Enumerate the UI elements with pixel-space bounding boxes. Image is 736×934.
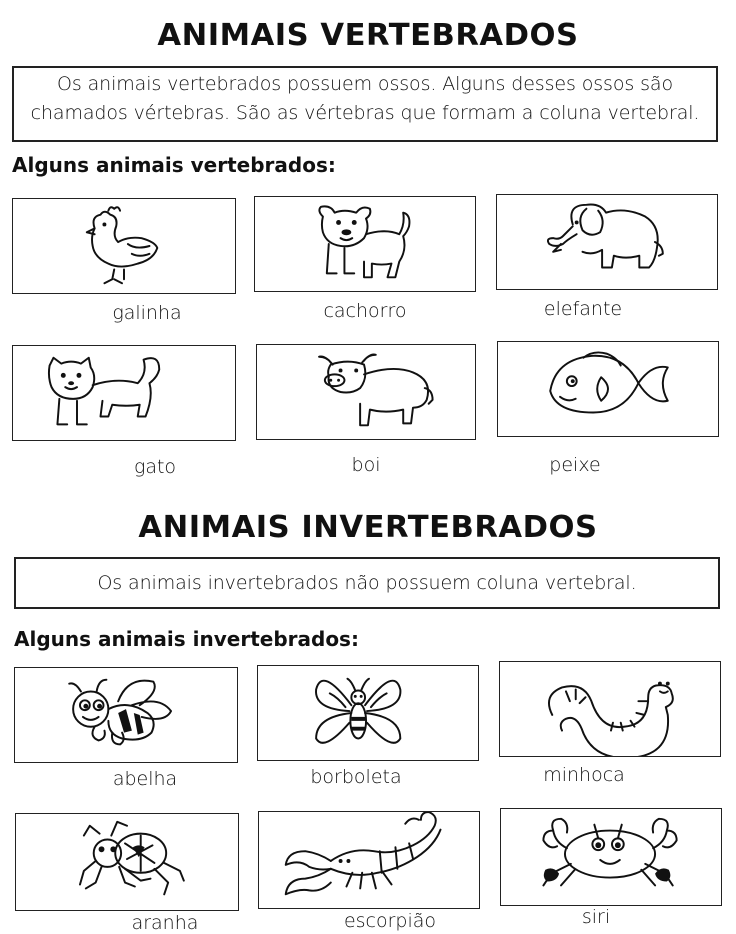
animal-card-elefante — [496, 194, 718, 290]
animal-label-boi: boi — [351, 454, 381, 476]
animal-card-borboleta — [257, 665, 479, 761]
chicken-icon — [13, 199, 235, 293]
animal-card-minhoca — [499, 661, 721, 757]
animal-label-borboleta: borboleta — [310, 766, 402, 788]
animal-card-abelha — [14, 667, 238, 763]
description-line-1: Os animais vertebrados possuem ossos. Alguns desses ossos são — [57, 73, 673, 95]
animal-card-peixe — [497, 341, 719, 437]
animal-card-boi — [256, 344, 476, 440]
crab-icon — [501, 809, 721, 905]
description-vertebrados — [12, 66, 718, 142]
animal-card-siri — [500, 808, 722, 906]
animal-label-galinha: galinha — [112, 302, 182, 324]
ox-icon — [257, 345, 475, 439]
fish-icon — [498, 342, 718, 436]
subheading-invertebrados: Alguns animais invertebrados: — [14, 627, 359, 651]
animal-card-escorpiao — [258, 811, 480, 909]
animal-label-cachorro: cachorro — [323, 300, 407, 322]
animal-label-peixe: peixe — [549, 454, 601, 476]
elephant-icon — [497, 195, 717, 289]
animal-card-cachorro — [254, 196, 476, 292]
earthworm-icon — [500, 662, 720, 756]
animal-card-aranha — [15, 813, 239, 911]
title-vertebrados: ANIMAIS VERTEBRADOS — [157, 18, 579, 53]
subheading-vertebrados: Alguns animais vertebrados: — [12, 153, 336, 177]
scorpion-icon — [259, 812, 479, 908]
animal-card-galinha — [12, 198, 236, 294]
title-invertebrados: ANIMAIS INVERTEBRADOS — [138, 510, 598, 545]
animal-label-gato: gato — [133, 456, 177, 478]
cat-icon — [13, 346, 235, 440]
spider-icon — [16, 814, 238, 910]
bee-icon — [15, 668, 237, 762]
animal-label-escorpiao: escorpião — [343, 910, 437, 932]
description-line-2: chamados vértebras. São as vértebras que formam a coluna vertebral. — [30, 102, 700, 124]
animal-label-siri: siri — [581, 906, 611, 928]
animal-label-abelha: abelha — [112, 768, 178, 790]
animal-card-gato — [12, 345, 236, 441]
dog-icon — [255, 197, 475, 291]
butterfly-icon — [258, 666, 478, 760]
animal-label-minhoca: minhoca — [543, 764, 625, 786]
animal-label-elefante: elefante — [543, 298, 623, 320]
description-invertebrados: Os animais invertebrados não possuem coluna vertebral. — [14, 557, 720, 609]
animal-label-aranha: aranha — [131, 912, 199, 934]
